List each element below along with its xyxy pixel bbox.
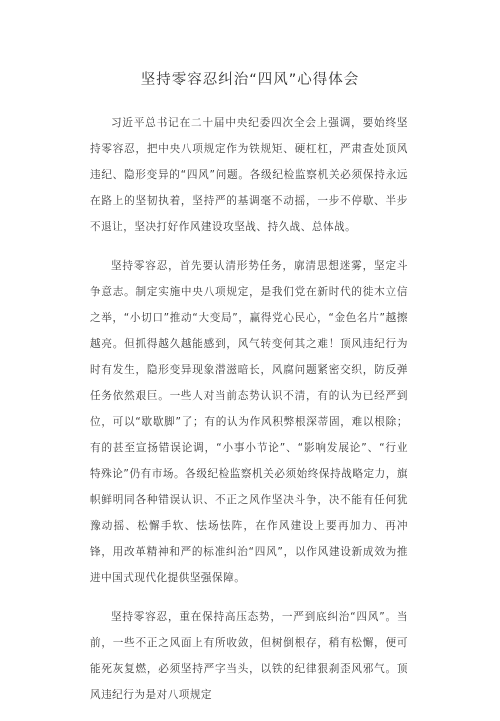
paragraph-2: 坚持零容忍，首先要认清形势任务，廓清思想迷雾，坚定斗争意志。制定实施中央八项规定，是我们党在新时代的徙木立信之举，“小切口”推动“大变局”，赢得党心民心，“金色名片”越擦越亮。但抓得越久越能感到，风气转变何其之难！顶风违纪行为时有发生，隐形变异现象潜滋暗长，风腐问题紧密交织，防反弹任务依然艰巨。一些人对当前态势认识不清，有的认为已经严到位，可以“歇歇脚”了；有的认为作风积弊根深蒂固，难以根除；有的甚至宣扬错误论调，“小事小节论”、“影响发展论”、“行业特殊论”仍有市场。各级纪检监察机关必须始终保持战略定力，旗帜鲜明同各种错误认识、不正之风作坚决斗争，决不能有任何犹豫动摇、松懈手软、怯场怯阵，在作风建设上要再加力、再冲锋，用改革精神和严的标准纠治“四风”，以作风建设新成效为推进中国式现代化提供坚强保障。 [90, 260, 408, 584]
paragraph-1: 习近平总书记在二十届中央纪委四次全会上强调，要始终坚持零容忍，把中央八项规定作为铁规矩、硬杠杠，严肃查处顶风违纪、隐形变异的“四风”问题。各级纪检监察机关必须保持永远在路上的坚韧执着，坚持严的基调毫不动摇，一步不停歇、半步不退让，坚决打好作风建设攻坚战、持久战、总体战。 [90, 117, 408, 233]
document-title: 坚持零容忍纠治“四风”心得体会 [140, 72, 360, 88]
document-body [90, 110, 408, 721]
paragraph-3: 坚持零容忍，重在保持高压态势，一严到底纠治“四风”。当前，一些不正之风面上有所收敛，但树倒根存，稍有松懈，便可能死灰复燃，必须坚持严字当头，以铁的纪律狠刹歪风邪气。顶风违纪行为是对八项规定 [90, 611, 408, 701]
